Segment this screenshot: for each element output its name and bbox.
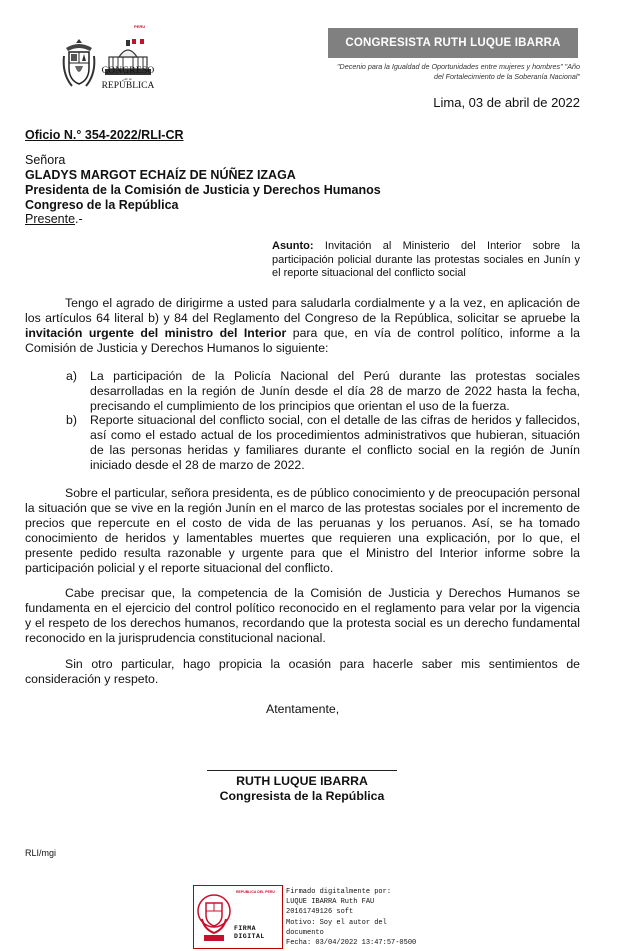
firma-digital-label bbox=[234, 925, 265, 941]
presente-word: Presente bbox=[25, 212, 76, 226]
decade-motto-line-2: del Fortalecimiento de la Soberanía Nacional" bbox=[434, 72, 580, 81]
congreso-wordmark-sub: de la bbox=[124, 77, 132, 81]
congreso-wordmark: CONGRESO bbox=[101, 66, 155, 76]
body-paragraph-3: Cabe precisar que, la competencia de la Comisión de Justicia y Derechos Humanos se fundamenta en el ejercicio del control político reconocido en el reglamento para velar por la vigencia y el respeto de los derechos humanos, recordando que la protesta social es un derecho fundamental reconocido en la jurisprudencia constitucional nacional. bbox=[25, 586, 580, 645]
list-item-text-a: La participación de la Policía Nacional del Perú durante las protestas sociales desarrolladas en la región de Junín desde el día 28 de marzo de 2022 hasta la fecha, precisando el cumplimiento de los principios que orientan el uso de la fuerza. bbox=[90, 369, 580, 413]
p1-intro: Tengo el agrado de dirigirme a usted para saludarla cordialmente y a la vez, en aplicación de los artículos 64 literal b) y 84 del Reglamento del Congreso de la República, solicitar se apruebe la bbox=[25, 296, 580, 325]
presente-suffix: .- bbox=[75, 212, 83, 226]
letter-date: Lima, 03 de abril de 2022 bbox=[433, 95, 580, 110]
body-paragraph-2: Sobre el particular, señora presidenta, es de público conocimiento y de preocupación personal la situación que se vive en la región Junín en el marco de las protestas sociales por el incremento de precios que repercute en el costo de vida de las peruanas y los peruanos. Así, se ha tomado conocimiento de heridos y lamentables muertes que requieren una explicación, por lo que, el presente pedido resulta razonable y urgente para que el Ministro del Interior informe sobre la participación policial y el reporte situacional del conflicto. bbox=[25, 486, 580, 575]
digital-signature-line-4: Motivo: Soy el autor del bbox=[286, 918, 387, 927]
oficio-number: Oficio N.° 354-2022/RLI-CR bbox=[25, 128, 184, 142]
p1-end: para que, en vía de control político, informe a la Comisión de Justicia y Derechos Humanos lo siguiente: bbox=[25, 326, 580, 355]
asunto-text: Invitación al Ministerio del Interior sobre la participación policial durante las protestas sociales en Junín y el reporte situacional del conflicto social bbox=[272, 240, 580, 279]
signer-title: Congresista de la República bbox=[219, 789, 385, 803]
peru-coat-of-arms-icon bbox=[62, 36, 96, 90]
digital-signature-line-2: LUQUE IBARRA Ruth FAU bbox=[286, 898, 375, 907]
digital-signature-line-6: Fecha: 03/04/2022 13:47:57-0500 bbox=[286, 939, 417, 948]
list-item-text-b: Reporte situacional del conflicto social, con el detalle de las cifras de heridos y fallecidos, así como el estado actual de los procedimientos administrativos que hubieran, situación de las personas heridas y familiares durante el conflicto social en la región de Junín iniciado desde el 28 de marzo de 2022. bbox=[90, 413, 580, 472]
recipient-name: GLADYS MARGOT ECHAÍZ DE NÚÑEZ IZAGA bbox=[25, 168, 296, 182]
digital-signature-details bbox=[286, 887, 446, 948]
recipient-salutation: Señora bbox=[25, 153, 66, 167]
digital-label: DIGITAL bbox=[234, 933, 265, 940]
palace-flag-tag: PERU bbox=[134, 24, 146, 29]
digital-signature-line-3: 20161749126 soft bbox=[286, 908, 354, 917]
firma-label: FIRMA bbox=[234, 925, 257, 932]
signature-line bbox=[207, 770, 397, 771]
recipient-role: Presidenta de la Comisión de Justicia y Derechos Humanos bbox=[25, 183, 381, 197]
digital-signature-seal-icon bbox=[196, 889, 232, 943]
republica-wordmark: REPÚBLICA bbox=[101, 81, 155, 91]
digital-signature-line-5: documento bbox=[286, 928, 324, 937]
decade-motto bbox=[318, 62, 580, 82]
congresista-banner: CONGRESISTA RUTH LUQUE IBARRA bbox=[328, 28, 578, 58]
body-paragraph-4: Sin otro particular, hago propicia la ocasión para hacerle saber mis sentimientos de consideración y respeto. bbox=[25, 657, 580, 686]
asunto-label: Asunto: bbox=[272, 240, 314, 252]
seal-caption: REPUBLICA DEL PERU bbox=[236, 890, 275, 894]
digital-signature-line-1: Firmado digitalmente por: bbox=[286, 888, 392, 896]
list-item-letter-a: a) bbox=[66, 369, 77, 383]
asunto-block bbox=[272, 240, 580, 281]
signature-block bbox=[190, 774, 414, 804]
p1-emphasis: invitación urgente del ministro del Interior bbox=[25, 326, 287, 340]
signer-name: RUTH LUQUE IBARRA bbox=[236, 774, 368, 788]
decade-motto-line-1: "Decenio para la Igualdad de Oportunidades entre mujeres y hombres" "Año bbox=[337, 62, 580, 71]
closing-line: Atentamente, bbox=[266, 702, 340, 716]
body-paragraph-1 bbox=[25, 296, 580, 356]
reference-initials: RLI/mgi bbox=[25, 848, 57, 858]
recipient-institution: Congreso de la República bbox=[25, 198, 179, 212]
presente-line bbox=[25, 212, 83, 226]
list-item-letter-b: b) bbox=[66, 413, 77, 427]
